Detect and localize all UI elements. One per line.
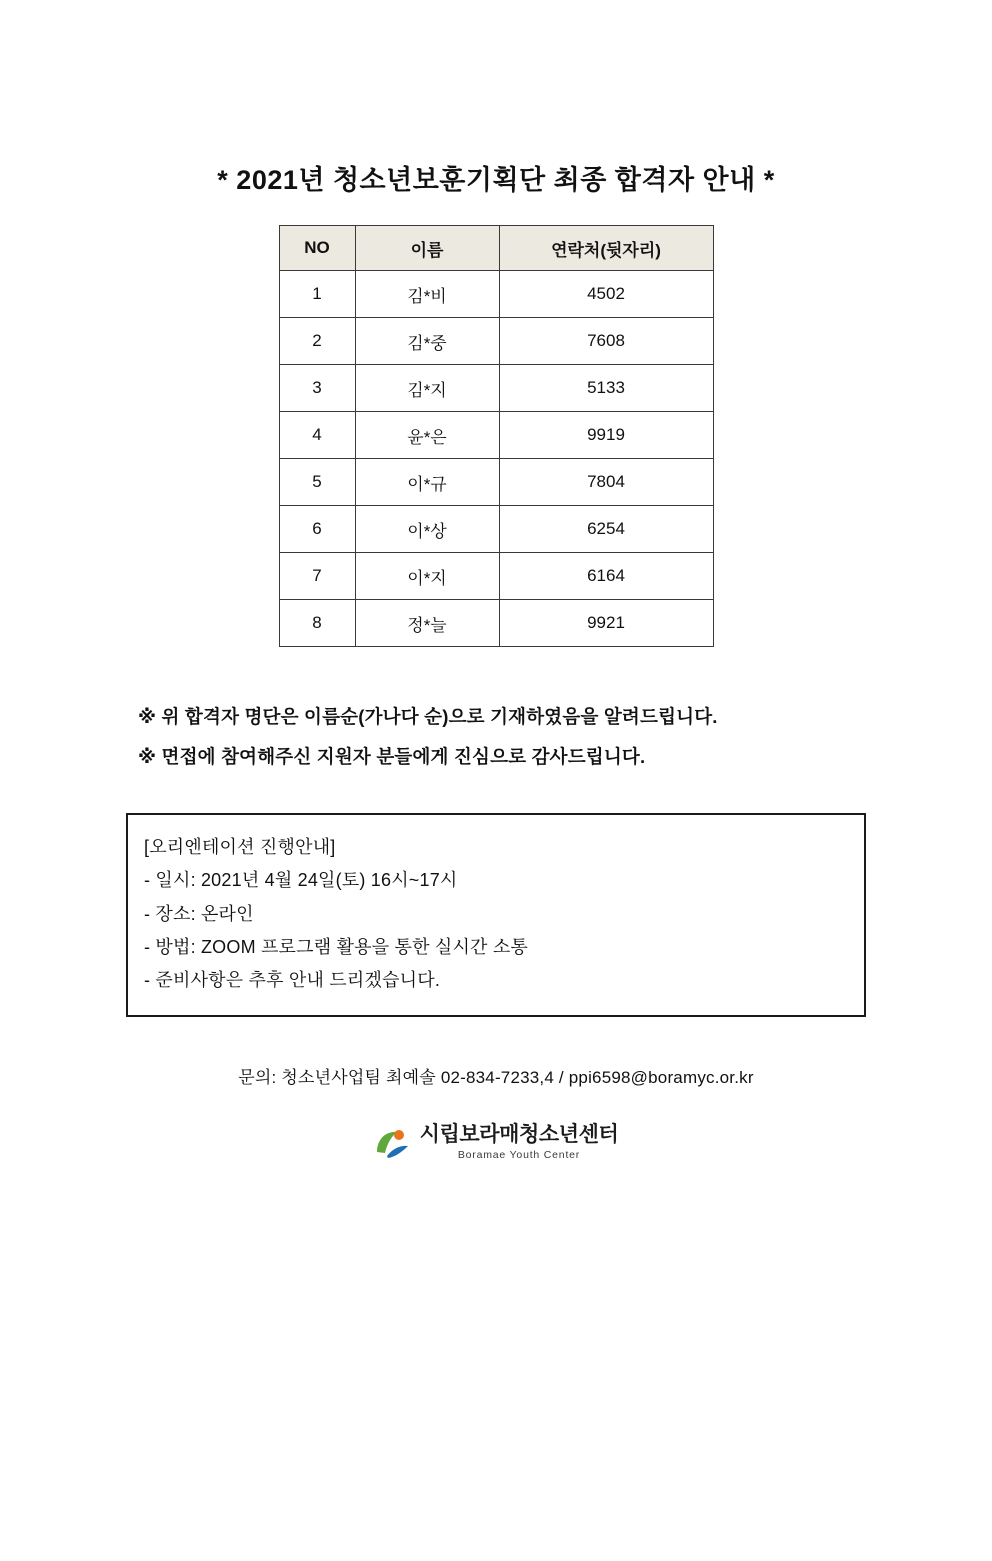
cell-phone: 6164 bbox=[499, 553, 713, 600]
results-table-container bbox=[0, 225, 992, 647]
table-row bbox=[279, 365, 713, 412]
cell-name: 윤*은 bbox=[355, 412, 499, 459]
cell-phone: 9921 bbox=[499, 600, 713, 647]
cell-name: 이*지 bbox=[355, 553, 499, 600]
logo-text bbox=[420, 1124, 619, 1161]
cell-no: 1 bbox=[279, 271, 355, 318]
cell-phone: 9919 bbox=[499, 412, 713, 459]
table-row bbox=[279, 318, 713, 365]
logo-name-ko: 시립보라매청소년센터 bbox=[419, 1123, 619, 1147]
table-header-no: NO bbox=[279, 226, 355, 271]
cell-no: 5 bbox=[279, 459, 355, 506]
table-row bbox=[279, 459, 713, 506]
cell-name: 김*중 bbox=[355, 318, 499, 365]
logo-name-en: Boramae Youth Center bbox=[457, 1149, 581, 1162]
document-page bbox=[0, 158, 992, 1561]
cell-phone: 5133 bbox=[499, 365, 713, 412]
organization-logo bbox=[0, 1124, 992, 1161]
table-row bbox=[279, 271, 713, 318]
cell-no: 4 bbox=[279, 412, 355, 459]
cell-name: 김*비 bbox=[355, 271, 499, 318]
info-line-datetime: - 일시: 2021년 4월 24일(토) 16시~17시 bbox=[144, 870, 458, 891]
cell-no: 2 bbox=[279, 318, 355, 365]
cell-phone: 4502 bbox=[499, 271, 713, 318]
table-header-phone: 연락처(뒷자리) bbox=[499, 226, 713, 271]
cell-phone: 7804 bbox=[499, 459, 713, 506]
boramae-leaf-icon bbox=[374, 1126, 410, 1160]
cell-no: 6 bbox=[279, 506, 355, 553]
table-row bbox=[279, 412, 713, 459]
cell-name: 이*규 bbox=[355, 459, 499, 506]
table-row bbox=[279, 600, 713, 647]
info-line-place: - 장소: 온라인 bbox=[144, 903, 254, 924]
table-row bbox=[279, 553, 713, 600]
info-line-method: - 방법: ZOOM 프로그램 활용을 통한 실시간 소통 bbox=[144, 936, 528, 957]
results-table bbox=[279, 225, 714, 647]
cell-name: 정*늘 bbox=[355, 600, 499, 647]
table-row bbox=[279, 506, 713, 553]
note-line-thanks: ※ 면접에 참여해주신 지원자 분들에게 진심으로 감사드립니다. bbox=[138, 746, 646, 767]
info-line-preparation: - 준비사항은 추후 안내 드리겠습니다. bbox=[144, 970, 441, 991]
cell-phone: 7608 bbox=[499, 318, 713, 365]
info-heading: [오리엔테이션 진행안내] bbox=[144, 837, 336, 857]
page-title: * 2021년 청소년보훈기획단 최종 합격자 안내 * bbox=[217, 165, 775, 195]
orientation-info-box bbox=[126, 813, 866, 1017]
contact-info: 문의: 청소년사업팀 최예솔 02-834-7233,4 / ppi6598@boramyc.or.kr bbox=[238, 1068, 754, 1088]
cell-name: 이*상 bbox=[355, 506, 499, 553]
table-header-row bbox=[279, 226, 713, 271]
cell-no: 3 bbox=[279, 365, 355, 412]
cell-no: 7 bbox=[279, 553, 355, 600]
notes-section bbox=[0, 703, 992, 769]
table-header-name: 이름 bbox=[355, 226, 499, 271]
note-line-order: ※ 위 합격자 명단은 이름순(가나다 순)으로 기재하였음을 알려드립니다. bbox=[138, 706, 718, 727]
cell-phone: 6254 bbox=[499, 506, 713, 553]
cell-no: 8 bbox=[279, 600, 355, 647]
cell-name: 김*지 bbox=[355, 365, 499, 412]
